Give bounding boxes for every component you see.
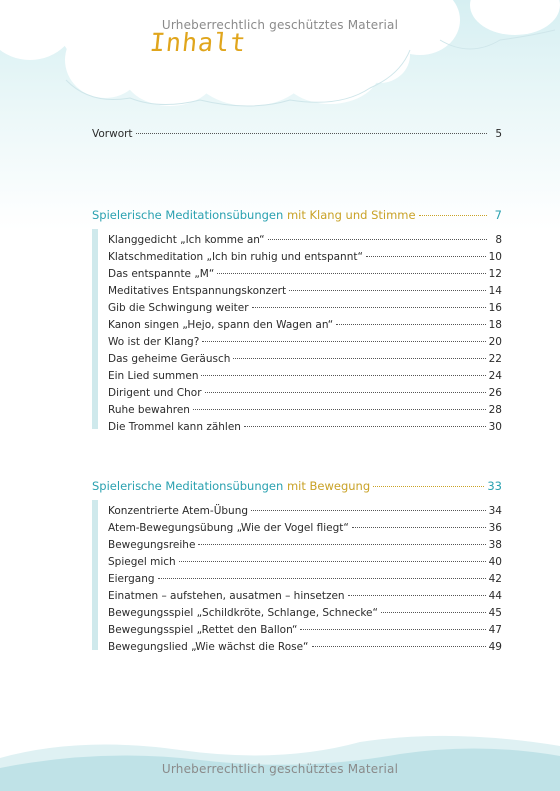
- dot-leader: [193, 409, 486, 410]
- section-page-number: 33: [487, 479, 502, 493]
- toc-entry-label: Eiergang: [108, 573, 155, 585]
- dot-leader: [244, 426, 486, 427]
- toc-entry-label: Vorwort: [92, 128, 133, 140]
- toc-page-number: 5: [495, 128, 502, 140]
- toc-page-number: 10: [488, 251, 502, 263]
- dot-leader: [179, 561, 486, 562]
- toc-page-number: 24: [488, 370, 502, 382]
- dot-leader: [205, 392, 486, 393]
- toc-page-number: 47: [488, 624, 502, 636]
- toc-entry-preface[interactable]: [92, 128, 502, 140]
- toc-entry[interactable]: [108, 234, 502, 246]
- toc-entry[interactable]: [108, 302, 502, 314]
- toc-entry-label: Kanon singen „Hejo, spann den Wagen an“: [108, 319, 334, 331]
- toc-page-number: 8: [495, 234, 502, 246]
- dot-leader: [352, 527, 486, 528]
- toc-page-number: 45: [488, 607, 502, 619]
- copyright-watermark-top: Urheberrechtlich geschütztes Material: [161, 18, 399, 32]
- toc-entry-label: Das geheime Geräusch: [108, 353, 231, 365]
- toc-entry-label: Klatschmeditation „Ich bin ruhig und entspannt“: [108, 251, 363, 263]
- toc-entry[interactable]: [108, 573, 502, 585]
- dot-leader: [336, 324, 485, 325]
- dot-leader: [381, 612, 486, 613]
- section-title-sub: mit Bewegung: [286, 479, 371, 493]
- dot-leader: [366, 256, 486, 257]
- toc-entry[interactable]: [108, 505, 502, 517]
- dot-leader: [300, 629, 485, 630]
- toc-entry[interactable]: [108, 387, 502, 399]
- toc-entry[interactable]: [108, 590, 502, 602]
- toc-entry[interactable]: [108, 285, 502, 297]
- toc-entry[interactable]: [108, 522, 502, 534]
- toc-entry[interactable]: [108, 268, 502, 280]
- dot-leader: [268, 239, 487, 240]
- toc-entry-label: Spiegel mich: [108, 556, 176, 568]
- dot-leader: [289, 290, 486, 291]
- bottom-wave-decoration: [0, 728, 560, 791]
- toc-entry-label: Bewegungsreihe: [108, 539, 196, 551]
- toc-entry-label: Ruhe bewahren: [108, 404, 190, 416]
- toc-page-number: 18: [488, 319, 502, 331]
- section-title-main: Spielerische Meditationsübungen: [92, 208, 284, 222]
- toc-page-number: 26: [488, 387, 502, 399]
- toc-entry-label: Konzentrierte Atem-Übung: [108, 505, 249, 517]
- dot-leader: [217, 273, 485, 274]
- toc-entry-label: Bewegungsspiel „Schildkröte, Schlange, Schnecke“: [108, 607, 378, 619]
- toc-entry-label: Einatmen – aufstehen, ausatmen – hinsetzen: [108, 590, 345, 602]
- toc-entry-label: Klanggedicht „Ich komme an“: [108, 234, 265, 246]
- section-page-number: 7: [494, 208, 502, 222]
- toc-entry-label: Atem-Bewegungsübung „Wie der Vogel fliegt“: [108, 522, 349, 534]
- toc-entry[interactable]: [108, 319, 502, 331]
- toc-entry-label: Bewegungsspiel „Rettet den Ballon“: [108, 624, 298, 636]
- toc-entry-label: Ein Lied summen: [108, 370, 199, 382]
- toc-entry-label: Wo ist der Klang?: [108, 336, 200, 348]
- toc-entry-label: Dirigent und Chor: [108, 387, 202, 399]
- toc-page-number: 36: [488, 522, 502, 534]
- toc-page-number: 22: [488, 353, 502, 365]
- toc-entry[interactable]: [108, 421, 502, 433]
- section-accent-bar: [92, 229, 98, 429]
- toc-entry[interactable]: [108, 607, 502, 619]
- dot-leader: [201, 375, 485, 376]
- toc-page-number: 38: [488, 539, 502, 551]
- page-title: Inhalt: [148, 28, 248, 57]
- toc-entry[interactable]: [108, 336, 502, 348]
- toc-page-number: 30: [488, 421, 502, 433]
- dot-leader: [348, 595, 486, 596]
- toc-page-number: 14: [488, 285, 502, 297]
- toc-entry[interactable]: [108, 556, 502, 568]
- toc-entry[interactable]: [108, 641, 502, 653]
- section-heading-sound[interactable]: [92, 208, 502, 222]
- toc-page-number: 40: [488, 556, 502, 568]
- toc-entry[interactable]: [108, 370, 502, 382]
- toc-entry-label: Bewegungslied „Wie wächst die Rose“: [108, 641, 309, 653]
- section-title-sub: mit Klang und Stimme: [286, 208, 416, 222]
- dot-leader: [373, 486, 484, 487]
- toc-page-number: 49: [488, 641, 502, 653]
- section-heading-movement[interactable]: [92, 479, 502, 493]
- toc-page-number: 16: [488, 302, 502, 314]
- toc-entry-label: Das entspannte „M“: [108, 268, 215, 280]
- toc-entry-label: Die Trommel kann zählen: [108, 421, 241, 433]
- dot-leader: [202, 341, 485, 342]
- toc-entry-label: Gib die Schwingung weiter: [108, 302, 249, 314]
- copyright-watermark-bottom: Urheberrechtlich geschütztes Material: [161, 762, 399, 776]
- toc-entry[interactable]: [108, 404, 502, 416]
- toc-entry[interactable]: [108, 624, 502, 636]
- dot-leader: [419, 215, 487, 216]
- toc-page-number: 28: [488, 404, 502, 416]
- toc-entry[interactable]: [108, 539, 502, 551]
- toc-entry[interactable]: [108, 251, 502, 263]
- toc-page-number: 42: [488, 573, 502, 585]
- section-title-main: Spielerische Meditationsübungen: [92, 479, 284, 493]
- dot-leader: [198, 544, 485, 545]
- toc-page-number: 44: [488, 590, 502, 602]
- toc-page-number: 20: [488, 336, 502, 348]
- dot-leader: [136, 133, 487, 134]
- dot-leader: [158, 578, 486, 579]
- dot-leader: [233, 358, 485, 359]
- section-accent-bar: [92, 500, 98, 650]
- dot-leader: [252, 307, 486, 308]
- toc-entry[interactable]: [108, 353, 502, 365]
- toc-entry-label: Meditatives Entspannungskonzert: [108, 285, 287, 297]
- dot-leader: [251, 510, 486, 511]
- toc-page-number: 12: [488, 268, 502, 280]
- dot-leader: [312, 646, 486, 647]
- toc-page-number: 34: [488, 505, 502, 517]
